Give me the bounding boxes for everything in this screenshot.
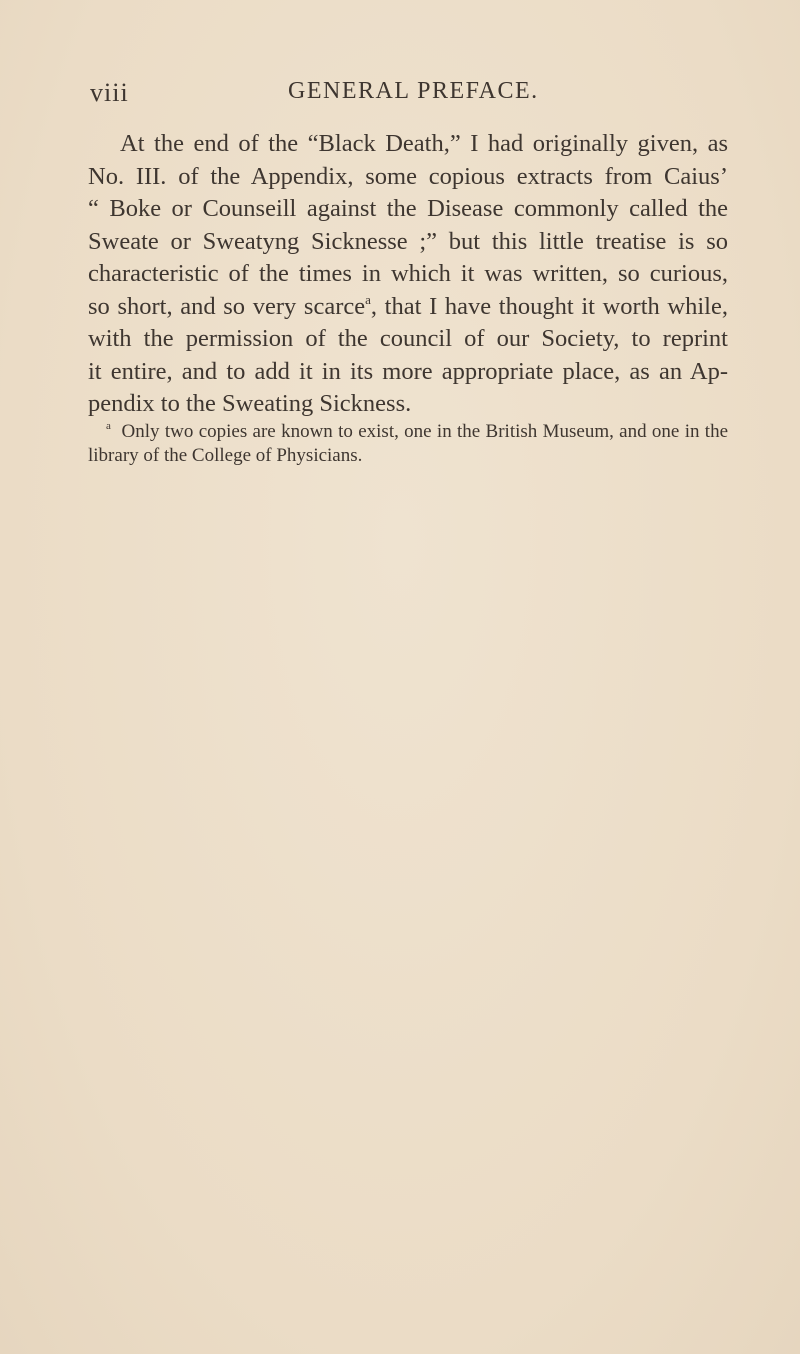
running-title: GENERAL PREFACE.	[288, 78, 539, 104]
footnote-line	[88, 420, 728, 444]
footnote-line-text: Only two copies are known to exist, one in the British Museum, and one in the	[121, 421, 729, 442]
paragraph-line: pendix to the Sweating Sickness.	[88, 390, 412, 417]
footnote-line: library of the College of Physicians.	[88, 445, 363, 466]
page-header	[90, 78, 730, 112]
paragraph-line: Sweate or Sweatyng Sicknesse ;” but this little treatise is so	[88, 227, 728, 255]
main-paragraph	[88, 128, 728, 421]
paragraph-line: “ Boke or Counseill against the Disease commonly called the	[88, 195, 728, 222]
paragraph-line: characteristic of the times in which it was written, so curious,	[88, 260, 728, 287]
paragraph-line-with-footnote-ref	[88, 291, 728, 324]
paragraph-line-part: , that I have thought it worth while,	[370, 292, 728, 320]
paragraph-line: with the permission of the council of our Society, to reprint	[88, 325, 728, 352]
paragraph-line: No. III. of the Appendix, some copious extracts from Caius’	[88, 162, 728, 190]
footnote-marker: a	[106, 420, 111, 432]
footnote-reference: a	[365, 291, 371, 307]
paragraph-line: At the end of the “Black Death,” I had originally given, as	[120, 130, 728, 157]
footnote	[88, 420, 728, 468]
paragraph-line-part: so short, and so very scarce	[88, 292, 366, 320]
page-number: viii	[90, 78, 129, 107]
paragraph-line: it entire, and to add it in its more appropriate place, as an Ap-	[88, 357, 728, 385]
